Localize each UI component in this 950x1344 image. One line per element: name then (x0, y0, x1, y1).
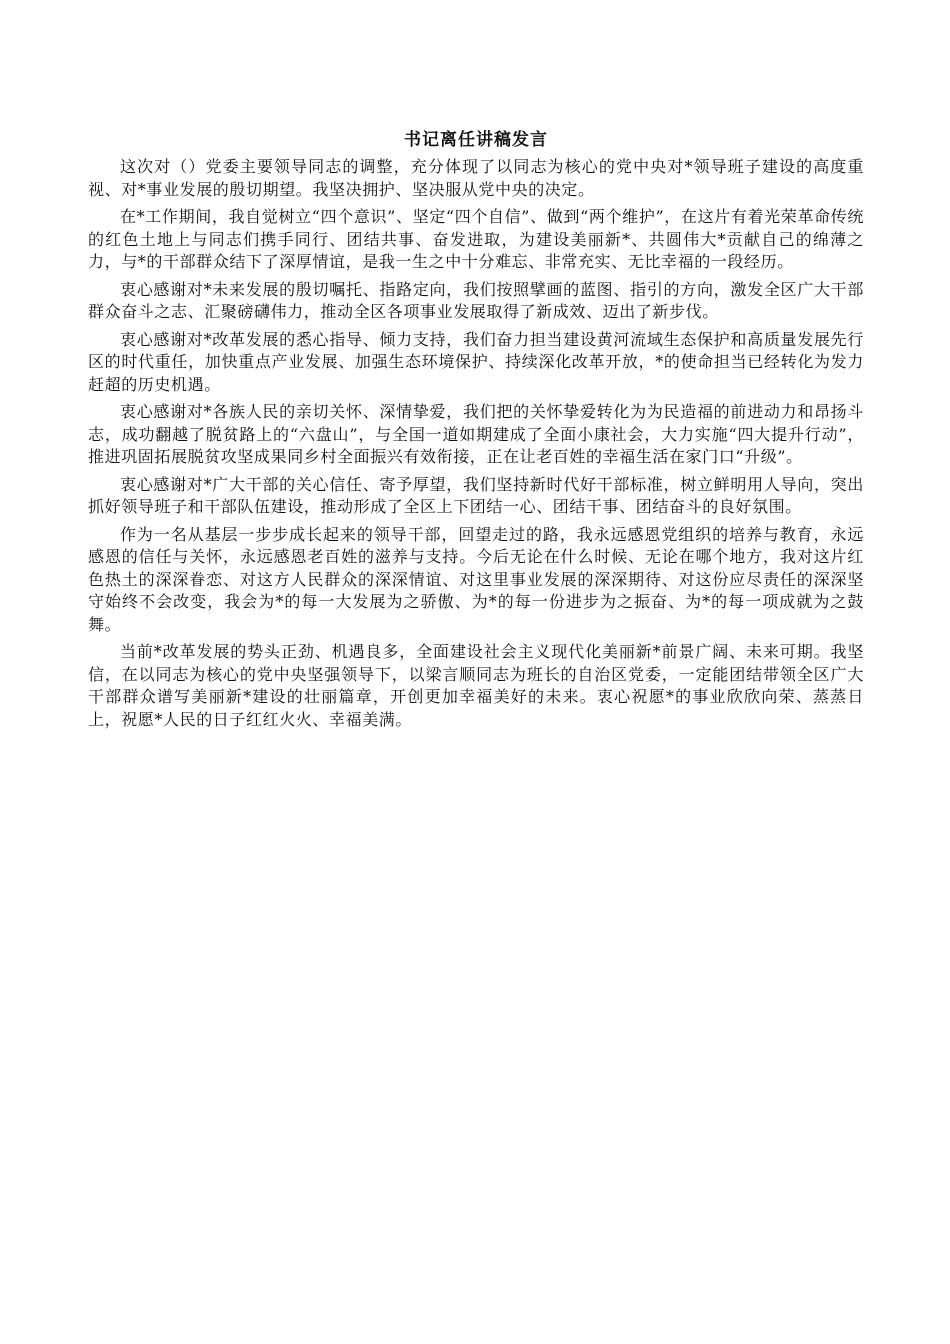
paragraph-5: 衷心感谢对*各族人民的亲切关怀、深情挚爱，我们把的关怀挚爱转化为为民造福的前进动力和昂扬斗志，成功翻越了脱贫路上的“六盘山”，与全国一道如期建成了全面小康社会，大力实施“四大提升行动”，推进巩固拓展脱贫攻坚成果同乡村全面振兴有效衔接，正在让老百姓的幸福生活在家门口“升级”。 (88, 402, 864, 466)
paragraph-7: 作为一名从基层一步步成长起来的领导干部，回望走过的路，我永远感恩党组织的培养与教育，永远感恩的信任与关怀，永远感恩老百姓的滋养与支持。今后无论在什么时候、无论在哪个地方，我对这片红色热土的深深眷恋、对这方人民群众的深深情谊、对这里事业发展的深深期待、对这份应尽责任的深深坚守始终不会改变，我会为*的每一大发展为之骄傲、为*的每一份进步为之振奋、为*的每一项成就为之鼓舞。 (88, 524, 864, 634)
paragraph-6: 衷心感谢对*广大干部的关心信任、寄予厚望，我们坚持新时代好干部标准，树立鲜明用人导向，突出抓好领导班子和干部队伍建设，推动形成了全区上下团结一心、团结干事、团结奋斗的良好氛围。 (88, 474, 864, 516)
paragraph-3: 衷心感谢对*未来发展的殷切嘱托、指路定向，我们按照擘画的蓝图、指引的方向，激发全区广大干部群众奋斗之志、汇聚磅礴伟力，推动全区各项事业发展取得了新成效、迈出了新步伐。 (88, 279, 864, 321)
paragraph-2: 在*工作期间，我自觉树立“四个意识”、坚定“四个自信”、做到“两个维护”，在这片有着光荣革命传统的红色土地上与同志们携手同行、团结共事、奋发进取，为建设美丽新*、共圆伟大*贡献自己的绵薄之力，与*的干部群众结下了深厚情谊，是我一生之中十分难忘、非常充实、无比幸福的一段经历。 (88, 207, 864, 271)
document-title: 书记离任讲稿发言 (404, 130, 548, 150)
paragraph-1: 这次对（）党委主要领导同志的调整，充分体现了以同志为核心的党中央对*领导班子建设的高度重视、对*事业发展的殷切期望。我坚决拥护、坚决服从党中央的决定。 (88, 157, 864, 199)
paragraph-4: 衷心感谢对*改革发展的悉心指导、倾力支持，我们奋力担当建设黄河流域生态保护和高质量发展先行区的时代重任，加快重点产业发展、加强生态环境保护、持续深化改革开放，*的使命担当已经转化为发力赶超的历史机遇。 (88, 329, 864, 394)
paragraph-8: 当前*改革发展的势头正劲、机遇良多，全面建设社会主义现代化美丽新*前景广阔、未来可期。我坚信，在以同志为核心的党中央坚强领导下，以梁言顺同志为班长的自治区党委，一定能团结带领全区广大干部群众谱写美丽新*建设的壮丽篇章，开创更加幸福美好的未来。衷心祝愿*的事业欣欣向荣、蒸蒸日上，祝愿*人民的日子红红火火、幸福美满。 (88, 642, 864, 729)
document-body (88, 128, 864, 736)
